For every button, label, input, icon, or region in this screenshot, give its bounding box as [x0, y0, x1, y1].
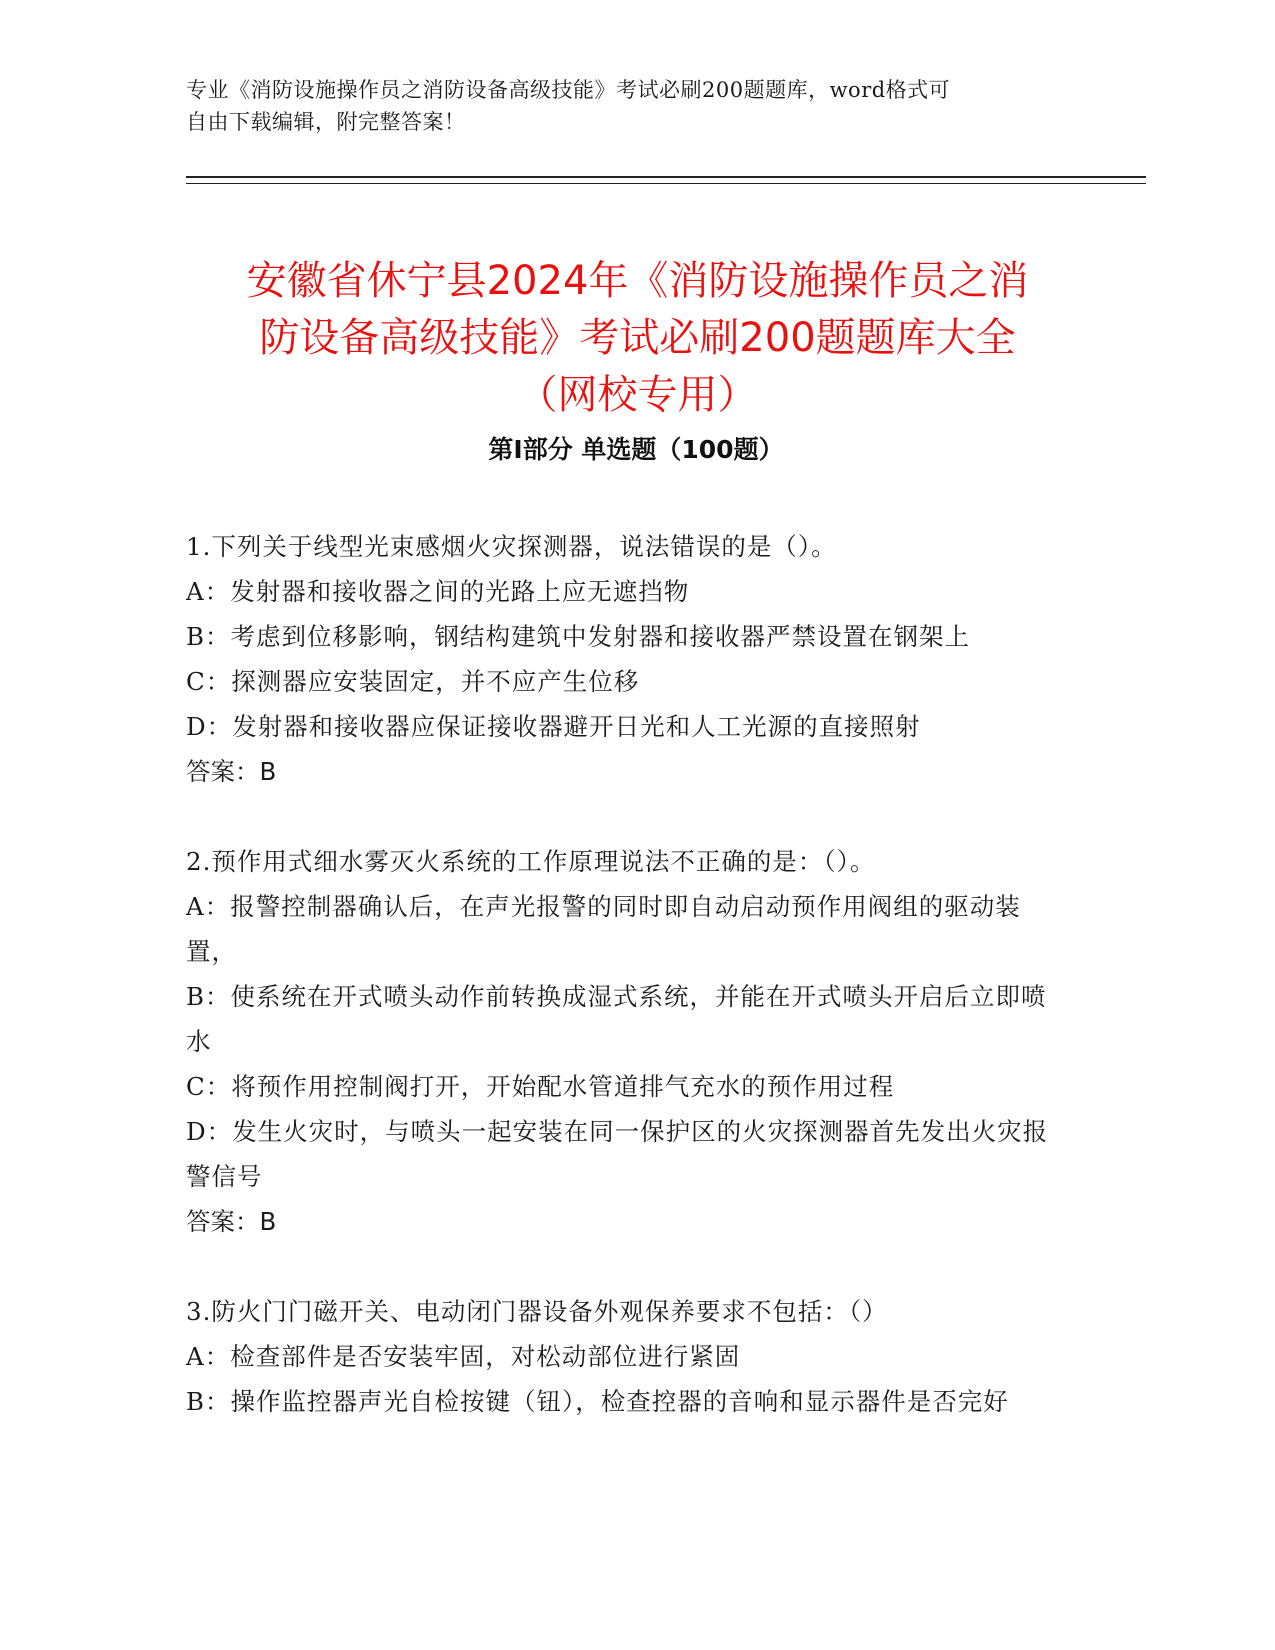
document-title — [160, 253, 1115, 424]
header-divider-thin — [186, 183, 1146, 184]
option-b: B：考虑到位移影响，钢结构建筑中发射器和接收器严禁设置在钢架上 — [186, 622, 971, 651]
question-stem: 3.防火门门磁开关、电动闭门器设备外观保养要求不包括：（） — [186, 1297, 888, 1326]
question-stem: 2.预作用式细水雾灭火系统的工作原理说法不正确的是：（）。 — [186, 847, 876, 876]
question-list — [186, 524, 1066, 1469]
document-title-line-2: 防设备高级技能》考试必刷200题题库大全 — [259, 314, 1016, 361]
document-title-line-1: 安徽省休宁县2024年《消防设施操作员之消 — [246, 257, 1029, 304]
option-a: A：检查部件是否安装牢固，对松动部位进行紧固 — [186, 1342, 741, 1371]
question-2 — [186, 839, 1066, 1244]
option-a: A：报警控制器确认后，在声光报警的同时即自动启动预作用阀组的驱动装置， — [186, 892, 1021, 966]
option-b: B：操作监控器声光自检按键（钮），检查控器的音响和显示器件是否完好 — [186, 1387, 1009, 1416]
option-d: D：发射器和接收器应保证接收器避开日光和人工光源的直接照射 — [186, 712, 921, 741]
answer: 答案：B — [186, 1207, 277, 1236]
option-c: C：探测器应安装固定，并不应产生位移 — [186, 667, 640, 696]
header-divider-thick — [186, 176, 1146, 178]
question-3 — [186, 1289, 1066, 1424]
option-a: A：发射器和接收器之间的光路上应无遮挡物 — [186, 577, 690, 606]
question-1 — [186, 524, 1066, 794]
question-stem: 1.下列关于线型光束感烟火灾探测器，说法错误的是（）。 — [186, 532, 837, 561]
document-title-line-3: （网校专用） — [517, 371, 758, 418]
header-note-line-2: 自由下载编辑，附完整答案！ — [186, 110, 466, 134]
answer: 答案：B — [186, 757, 277, 786]
option-b: B：使系统在开式喷头动作前转换成湿式系统，并能在开式喷头开启后立即喷水 — [186, 982, 1047, 1056]
header-note — [186, 74, 1066, 138]
header-note-line-1: 专业《消防设施操作员之消防设备高级技能》考试必刷200题题库，word格式可 — [186, 78, 951, 102]
option-c: C：将预作用控制阀打开，开始配水管道排气充水的预作用过程 — [186, 1072, 895, 1101]
section-title: 第Ⅰ部分 单选题（100题） — [488, 435, 784, 464]
option-d: D：发生火灾时，与喷头一起安装在同一保护区的火灾探测器首先发出火灾报警信号 — [186, 1117, 1049, 1191]
